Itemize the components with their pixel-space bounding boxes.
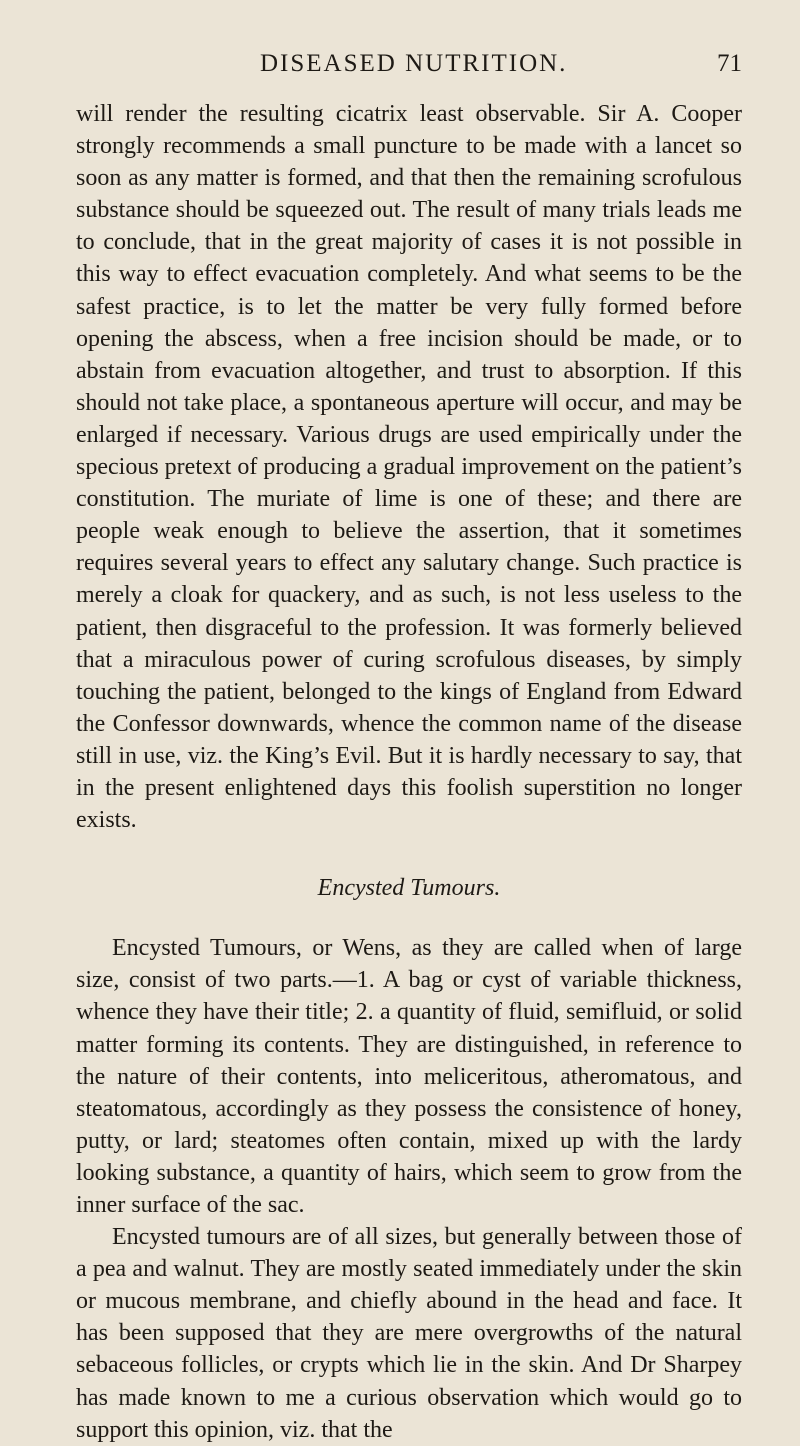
paragraph-1: will render the resulting cicatrix least observable. Sir A. Cooper strongly recommends a small puncture to be made with a lancet so soon as any matter is formed, and that then the remaining scrofulous substance should be squeezed out. The result of many trials leads me to conclude, that in the great majority of cases it is not possible in this way to effect evacuation completely. And what seems to be the safest practice, is to let the matter be very fully formed before opening the abscess, when a free incision should be made, or to abstain from evacuation altogether, and trust to absorption. If this should not take place, a spontaneous aperture will occur, and may be enlarged if necessary. Various drugs are used empirically under the specious pretext of producing a gradual improvement on the patient’s constitution. The muriate of lime is one of these; and there are people weak enough to believe the assertion, that it sometimes requires several years to effect any salutary change. Such practice is merely a cloak for quackery, and as such, is not less useless to the patient, then disgraceful to the profession. It was formerly believed that a miraculous power of curing scrofulous diseases, by simply touching the patient, belonged to the kings of England from Edward the Confessor downwards, whence the common name of the disease still in use, viz. the King’s Evil. But it is hardly necessary to say, that in the present enlightened days this foolish superstition no longer exists.: [76, 101, 742, 834]
running-head: [0, 50, 800, 90]
paragraph-2: Encysted Tumours, or Wens, as they are called when of large size, consist of two parts.—1. A bag or cyst of variable thickness, whence they have their title; 2. a quantity of fluid, semifluid, or solid matter forming its contents. They are distinguished, in reference to the nature of their contents, into meliceritous, atheromatous, and steatomatous, accordingly as they possess the consistence of honey, putty, or lard; steatomes often contain, mixed up with the lardy looking substance, a quantity of hairs, which seem to grow from the inner surface of the sac.: [76, 935, 742, 1218]
paragraph-3: Encysted tumours are of all sizes, but generally between those of a pea and walnut. They are mostly seated immediately under the skin or mucous membrane, and chiefly abound in the head and face. It has been supposed that they are mere overgrowths of the natural sebaceous follicles, or crypts which lie in the skin. And Dr Sharpey has made known to me a curious observation which would go to support this opinion, viz. that the: [76, 1224, 742, 1443]
running-title: DISEASED NUTRITION.: [260, 50, 568, 77]
page-number: 71: [717, 50, 742, 77]
body-text: [76, 98, 742, 1446]
section-heading: Encysted Tumours.: [317, 875, 501, 902]
